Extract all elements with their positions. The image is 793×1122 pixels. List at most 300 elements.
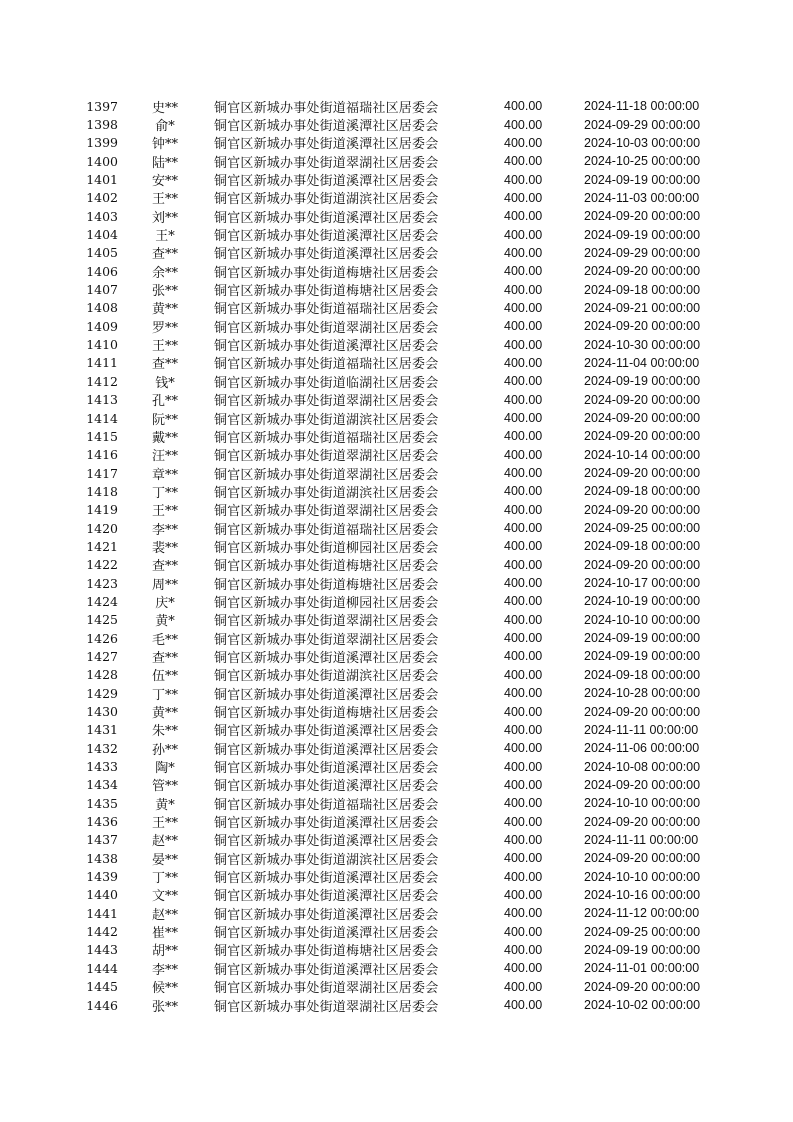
community-committee: 铜官区新城办事处街道溪潭社区居委会 [214,816,439,832]
table-row [84,886,724,904]
recipient-name: 张** [151,999,178,1015]
amount: 400.00 [504,869,543,884]
row-number: 1426 [86,630,118,646]
amount: 400.00 [504,502,543,517]
community-committee: 铜官区新城办事处街道福瑞社区居委会 [214,357,439,373]
community-committee: 铜官区新城办事处街道梅塘社区居委会 [214,559,439,575]
amount: 400.00 [504,741,543,756]
recipient-name: 钟** [151,137,178,153]
community-committee: 铜官区新城办事处街道梅塘社区居委会 [214,265,439,281]
table-row [84,941,724,959]
amount: 400.00 [504,209,543,224]
amount: 400.00 [504,924,543,939]
recipient-name: 史** [151,100,178,116]
amount: 400.00 [504,466,543,481]
community-committee: 铜官区新城办事处街道湖滨社区居委会 [214,669,439,685]
amount: 400.00 [504,814,543,829]
amount: 400.00 [504,612,543,627]
community-committee: 铜官区新城办事处街道临湖社区居委会 [214,375,439,391]
row-number: 1440 [86,887,118,903]
table-row [84,702,724,720]
amount: 400.00 [504,576,543,591]
recipient-name: 朱** [151,724,178,740]
recipient-name: 候** [151,981,178,997]
community-committee: 铜官区新城办事处街道溪潭社区居委会 [214,962,439,978]
row-number: 1411 [86,355,118,371]
issue-date: 2024-09-20 00:00:00 [584,209,701,224]
table-row [84,684,724,702]
table-row [84,757,724,775]
recipient-name: 赵** [151,834,178,850]
recipient-name: 余** [151,265,178,281]
community-committee: 铜官区新城办事处街道福瑞社区居委会 [214,430,439,446]
amount: 400.00 [504,355,543,370]
amount: 400.00 [504,759,543,774]
amount: 400.00 [504,998,543,1013]
row-number: 1398 [86,117,118,133]
issue-date: 2024-10-19 00:00:00 [584,594,701,609]
recipient-name: 刘** [151,210,178,226]
subsidy-list-table [84,97,724,1014]
table-row [84,134,724,152]
recipient-name: 丁** [151,871,178,887]
community-committee: 铜官区新城办事处街道溪潭社区居委会 [214,834,439,850]
amount: 400.00 [504,319,543,334]
community-committee: 铜官区新城办事处街道福瑞社区居委会 [214,100,439,116]
amount: 400.00 [504,649,543,664]
table-row [84,482,724,500]
row-number: 1406 [86,263,118,279]
community-committee: 铜官区新城办事处街道梅塘社区居委会 [214,577,439,593]
table-row [84,867,724,885]
row-number: 1399 [86,135,118,151]
community-committee: 铜官区新城办事处街道翠湖社区居委会 [214,394,439,410]
recipient-name: 安** [151,174,178,190]
community-committee: 铜官区新城办事处街道湖滨社区居委会 [214,192,439,208]
amount: 400.00 [504,264,543,279]
community-committee: 铜官区新城办事处街道溪潭社区居委会 [214,210,439,226]
issue-date: 2024-09-18 00:00:00 [584,539,701,554]
issue-date: 2024-11-11 00:00:00 [584,722,699,737]
recipient-name: 管** [151,779,178,795]
recipient-name: 庆* [155,595,175,611]
community-committee: 铜官区新城办事处街道溪潭社区居委会 [214,119,439,135]
issue-date: 2024-10-17 00:00:00 [584,576,701,591]
amount: 400.00 [504,906,543,921]
amount: 400.00 [504,631,543,646]
table-row [84,189,724,207]
table-row [84,996,724,1014]
table-row [84,501,724,519]
recipient-name: 孙** [151,742,178,758]
community-committee: 铜官区新城办事处街道溪潭社区居委会 [214,229,439,245]
row-number: 1421 [86,538,118,554]
amount: 400.00 [504,557,543,572]
table-row [84,611,724,629]
community-committee: 铜官区新城办事处街道翠湖社区居委会 [214,614,439,630]
issue-date: 2024-09-18 00:00:00 [584,282,701,297]
issue-date: 2024-10-10 00:00:00 [584,612,701,627]
table-row [84,794,724,812]
amount: 400.00 [504,851,543,866]
community-committee: 铜官区新城办事处街道溪潭社区居委会 [214,779,439,795]
row-number: 1408 [86,300,118,316]
table-row [84,244,724,262]
amount: 400.00 [504,832,543,847]
community-committee: 铜官区新城办事处街道溪潭社区居委会 [214,339,439,355]
row-number: 1441 [86,905,118,921]
amount: 400.00 [504,704,543,719]
table-row [84,97,724,115]
amount: 400.00 [504,979,543,994]
community-committee: 铜官区新城办事处街道湖滨社区居委会 [214,485,439,501]
row-number: 1412 [86,373,118,389]
community-committee: 铜官区新城办事处街道溪潭社区居委会 [214,926,439,942]
community-committee: 铜官区新城办事处街道翠湖社区居委会 [214,999,439,1015]
row-number: 1435 [86,795,118,811]
issue-date: 2024-09-25 00:00:00 [584,924,701,939]
amount: 400.00 [504,282,543,297]
row-number: 1436 [86,814,118,830]
issue-date: 2024-10-30 00:00:00 [584,337,701,352]
amount: 400.00 [504,227,543,242]
amount: 400.00 [504,961,543,976]
amount: 400.00 [504,172,543,187]
issue-date: 2024-09-20 00:00:00 [584,411,701,426]
row-number: 1430 [86,704,118,720]
community-committee: 铜官区新城办事处街道柳园社区居委会 [214,595,439,611]
community-committee: 铜官区新城办事处街道福瑞社区居委会 [214,797,439,813]
issue-date: 2024-11-01 00:00:00 [584,961,700,976]
community-committee: 铜官区新城办事处街道湖滨社区居委会 [214,412,439,428]
row-number: 1422 [86,557,118,573]
row-number: 1423 [86,575,118,591]
recipient-name: 陶* [155,761,175,777]
row-number: 1444 [86,960,118,976]
table-row [84,978,724,996]
issue-date: 2024-09-29 00:00:00 [584,245,701,260]
issue-date: 2024-09-18 00:00:00 [584,484,701,499]
amount: 400.00 [504,135,543,150]
row-number: 1425 [86,612,118,628]
table-row [84,152,724,170]
row-number: 1402 [86,190,118,206]
issue-date: 2024-09-19 00:00:00 [584,172,701,187]
amount: 400.00 [504,245,543,260]
row-number: 1409 [86,318,118,334]
issue-date: 2024-11-04 00:00:00 [584,355,700,370]
community-committee: 铜官区新城办事处街道溪潭社区居委会 [214,761,439,777]
recipient-name: 黄** [151,302,178,318]
issue-date: 2024-11-12 00:00:00 [584,906,700,921]
issue-date: 2024-09-20 00:00:00 [584,704,701,719]
issue-date: 2024-11-11 00:00:00 [584,832,699,847]
amount: 400.00 [504,374,543,389]
recipient-name: 伍** [151,669,178,685]
row-number: 1414 [86,410,118,426]
amount: 400.00 [504,154,543,169]
issue-date: 2024-10-14 00:00:00 [584,447,701,462]
recipient-name: 王** [151,339,178,355]
issue-date: 2024-10-10 00:00:00 [584,869,701,884]
community-committee: 铜官区新城办事处街道溪潭社区居委会 [214,650,439,666]
row-number: 1445 [86,979,118,995]
issue-date: 2024-09-19 00:00:00 [584,374,701,389]
community-committee: 铜官区新城办事处街道翠湖社区居委会 [214,981,439,997]
issue-date: 2024-09-20 00:00:00 [584,851,701,866]
recipient-name: 丁** [151,485,178,501]
community-committee: 铜官区新城办事处街道梅塘社区居委会 [214,944,439,960]
recipient-name: 周** [151,577,178,593]
issue-date: 2024-09-21 00:00:00 [584,300,701,315]
issue-date: 2024-10-08 00:00:00 [584,759,701,774]
table-row [84,225,724,243]
recipient-name: 崔** [151,926,178,942]
community-committee: 铜官区新城办事处街道溪潭社区居委会 [214,687,439,703]
row-number: 1443 [86,942,118,958]
recipient-name: 王** [151,816,178,832]
issue-date: 2024-10-02 00:00:00 [584,998,701,1013]
recipient-name: 文** [151,889,178,905]
amount: 400.00 [504,521,543,536]
recipient-name: 黄** [151,706,178,722]
table-row [84,556,724,574]
issue-date: 2024-09-20 00:00:00 [584,319,701,334]
community-committee: 铜官区新城办事处街道溪潭社区居委会 [214,724,439,740]
issue-date: 2024-10-25 00:00:00 [584,154,701,169]
community-committee: 铜官区新城办事处街道湖滨社区居委会 [214,852,439,868]
community-committee: 铜官区新城办事处街道福瑞社区居委会 [214,302,439,318]
recipient-name: 王** [151,504,178,520]
row-number: 1420 [86,520,118,536]
row-number: 1429 [86,685,118,701]
amount: 400.00 [504,777,543,792]
recipient-name: 查** [151,559,178,575]
row-number: 1428 [86,667,118,683]
recipient-name: 陆** [151,155,178,171]
row-number: 1403 [86,208,118,224]
recipient-name: 晏** [151,852,178,868]
issue-date: 2024-09-20 00:00:00 [584,979,701,994]
issue-date: 2024-10-03 00:00:00 [584,135,701,150]
amount: 400.00 [504,392,543,407]
table-row [84,427,724,445]
amount: 400.00 [504,722,543,737]
table-row [84,335,724,353]
row-number: 1401 [86,172,118,188]
row-number: 1410 [86,337,118,353]
amount: 400.00 [504,686,543,701]
recipient-name: 黄* [155,614,175,630]
recipient-name: 钱* [155,375,175,391]
amount: 400.00 [504,411,543,426]
row-number: 1442 [86,924,118,940]
issue-date: 2024-10-28 00:00:00 [584,686,701,701]
table-row [84,299,724,317]
community-committee: 铜官区新城办事处街道翠湖社区居委会 [214,449,439,465]
recipient-name: 查** [151,357,178,373]
table-row [84,922,724,940]
amount: 400.00 [504,117,543,132]
row-number: 1418 [86,483,118,499]
table-row [84,464,724,482]
table-row [84,849,724,867]
recipient-name: 张** [151,284,178,300]
recipient-name: 黄* [155,797,175,813]
table-row [84,592,724,610]
recipient-name: 阮** [151,412,178,428]
recipient-name: 王* [155,229,175,245]
community-committee: 铜官区新城办事处街道翠湖社区居委会 [214,155,439,171]
row-number: 1438 [86,850,118,866]
row-number: 1437 [86,832,118,848]
row-number: 1433 [86,759,118,775]
issue-date: 2024-09-20 00:00:00 [584,264,701,279]
row-number: 1427 [86,648,118,664]
issue-date: 2024-09-19 00:00:00 [584,227,701,242]
row-number: 1416 [86,447,118,463]
amount: 400.00 [504,190,543,205]
amount: 400.00 [504,667,543,682]
table-row [84,904,724,922]
issue-date: 2024-11-03 00:00:00 [584,190,700,205]
recipient-name: 丁** [151,687,178,703]
recipient-name: 赵** [151,907,178,923]
community-committee: 铜官区新城办事处街道溪潭社区居委会 [214,742,439,758]
table-row [84,372,724,390]
issue-date: 2024-09-20 00:00:00 [584,392,701,407]
issue-date: 2024-09-19 00:00:00 [584,631,701,646]
table-row [84,959,724,977]
community-committee: 铜官区新城办事处街道溪潭社区居委会 [214,137,439,153]
table-row [84,207,724,225]
row-number: 1407 [86,282,118,298]
table-row [84,519,724,537]
table-row [84,262,724,280]
community-committee: 铜官区新城办事处街道翠湖社区居委会 [214,504,439,520]
recipient-name: 俞* [155,119,175,135]
table-row [84,115,724,133]
issue-date: 2024-09-20 00:00:00 [584,557,701,572]
community-committee: 铜官区新城办事处街道溪潭社区居委会 [214,247,439,263]
community-committee: 铜官区新城办事处街道福瑞社区居委会 [214,522,439,538]
community-committee: 铜官区新城办事处街道翠湖社区居委会 [214,467,439,483]
amount: 400.00 [504,337,543,352]
row-number: 1434 [86,777,118,793]
table-row [84,280,724,298]
community-committee: 铜官区新城办事处街道溪潭社区居委会 [214,871,439,887]
table-row [84,446,724,464]
community-committee: 铜官区新城办事处街道柳园社区居委会 [214,540,439,556]
amount: 400.00 [504,887,543,902]
table-row [84,391,724,409]
table-row [84,170,724,188]
issue-date: 2024-10-16 00:00:00 [584,887,701,902]
table-row [84,317,724,335]
row-number: 1424 [86,593,118,609]
recipient-name: 查** [151,650,178,666]
recipient-name: 汪** [151,449,178,465]
community-committee: 铜官区新城办事处街道溪潭社区居委会 [214,174,439,190]
issue-date: 2024-09-20 00:00:00 [584,466,701,481]
row-number: 1413 [86,392,118,408]
community-committee: 铜官区新城办事处街道梅塘社区居委会 [214,284,439,300]
recipient-name: 戴** [151,430,178,446]
row-number: 1397 [86,98,118,114]
amount: 400.00 [504,447,543,462]
issue-date: 2024-09-20 00:00:00 [584,502,701,517]
recipient-name: 毛** [151,632,178,648]
issue-date: 2024-09-20 00:00:00 [584,814,701,829]
table-row [84,537,724,555]
table-row [84,739,724,757]
recipient-name: 裴** [151,540,178,556]
issue-date: 2024-11-18 00:00:00 [584,99,700,114]
issue-date: 2024-10-10 00:00:00 [584,796,701,811]
community-committee: 铜官区新城办事处街道翠湖社区居委会 [214,320,439,336]
amount: 400.00 [504,539,543,554]
table-row [84,574,724,592]
row-number: 1439 [86,869,118,885]
row-number: 1446 [86,997,118,1013]
row-number: 1432 [86,740,118,756]
issue-date: 2024-09-18 00:00:00 [584,667,701,682]
table-row [84,721,724,739]
table-row [84,647,724,665]
table-row [84,666,724,684]
issue-date: 2024-11-06 00:00:00 [584,741,700,756]
amount: 400.00 [504,796,543,811]
row-number: 1417 [86,465,118,481]
row-number: 1415 [86,428,118,444]
amount: 400.00 [504,484,543,499]
recipient-name: 孔** [151,394,178,410]
recipient-name: 李** [151,962,178,978]
community-committee: 铜官区新城办事处街道翠湖社区居委会 [214,632,439,648]
recipient-name: 罗** [151,320,178,336]
row-number: 1400 [86,153,118,169]
community-committee: 铜官区新城办事处街道溪潭社区居委会 [214,889,439,905]
table-row [84,831,724,849]
table-row [84,812,724,830]
amount: 400.00 [504,99,543,114]
table-row [84,409,724,427]
issue-date: 2024-09-29 00:00:00 [584,117,701,132]
amount: 400.00 [504,429,543,444]
amount: 400.00 [504,942,543,957]
table-row [84,776,724,794]
issue-date: 2024-09-19 00:00:00 [584,649,701,664]
community-committee: 铜官区新城办事处街道梅塘社区居委会 [214,706,439,722]
row-number: 1405 [86,245,118,261]
issue-date: 2024-09-25 00:00:00 [584,521,701,536]
community-committee: 铜官区新城办事处街道溪潭社区居委会 [214,907,439,923]
recipient-name: 章** [151,467,178,483]
recipient-name: 王** [151,192,178,208]
amount: 400.00 [504,594,543,609]
row-number: 1419 [86,502,118,518]
table-row [84,354,724,372]
recipient-name: 查** [151,247,178,263]
amount: 400.00 [504,300,543,315]
row-number: 1431 [86,722,118,738]
issue-date: 2024-09-19 00:00:00 [584,942,701,957]
row-number: 1404 [86,227,118,243]
table-row [84,629,724,647]
issue-date: 2024-09-20 00:00:00 [584,429,701,444]
recipient-name: 胡** [151,944,178,960]
issue-date: 2024-09-20 00:00:00 [584,777,701,792]
